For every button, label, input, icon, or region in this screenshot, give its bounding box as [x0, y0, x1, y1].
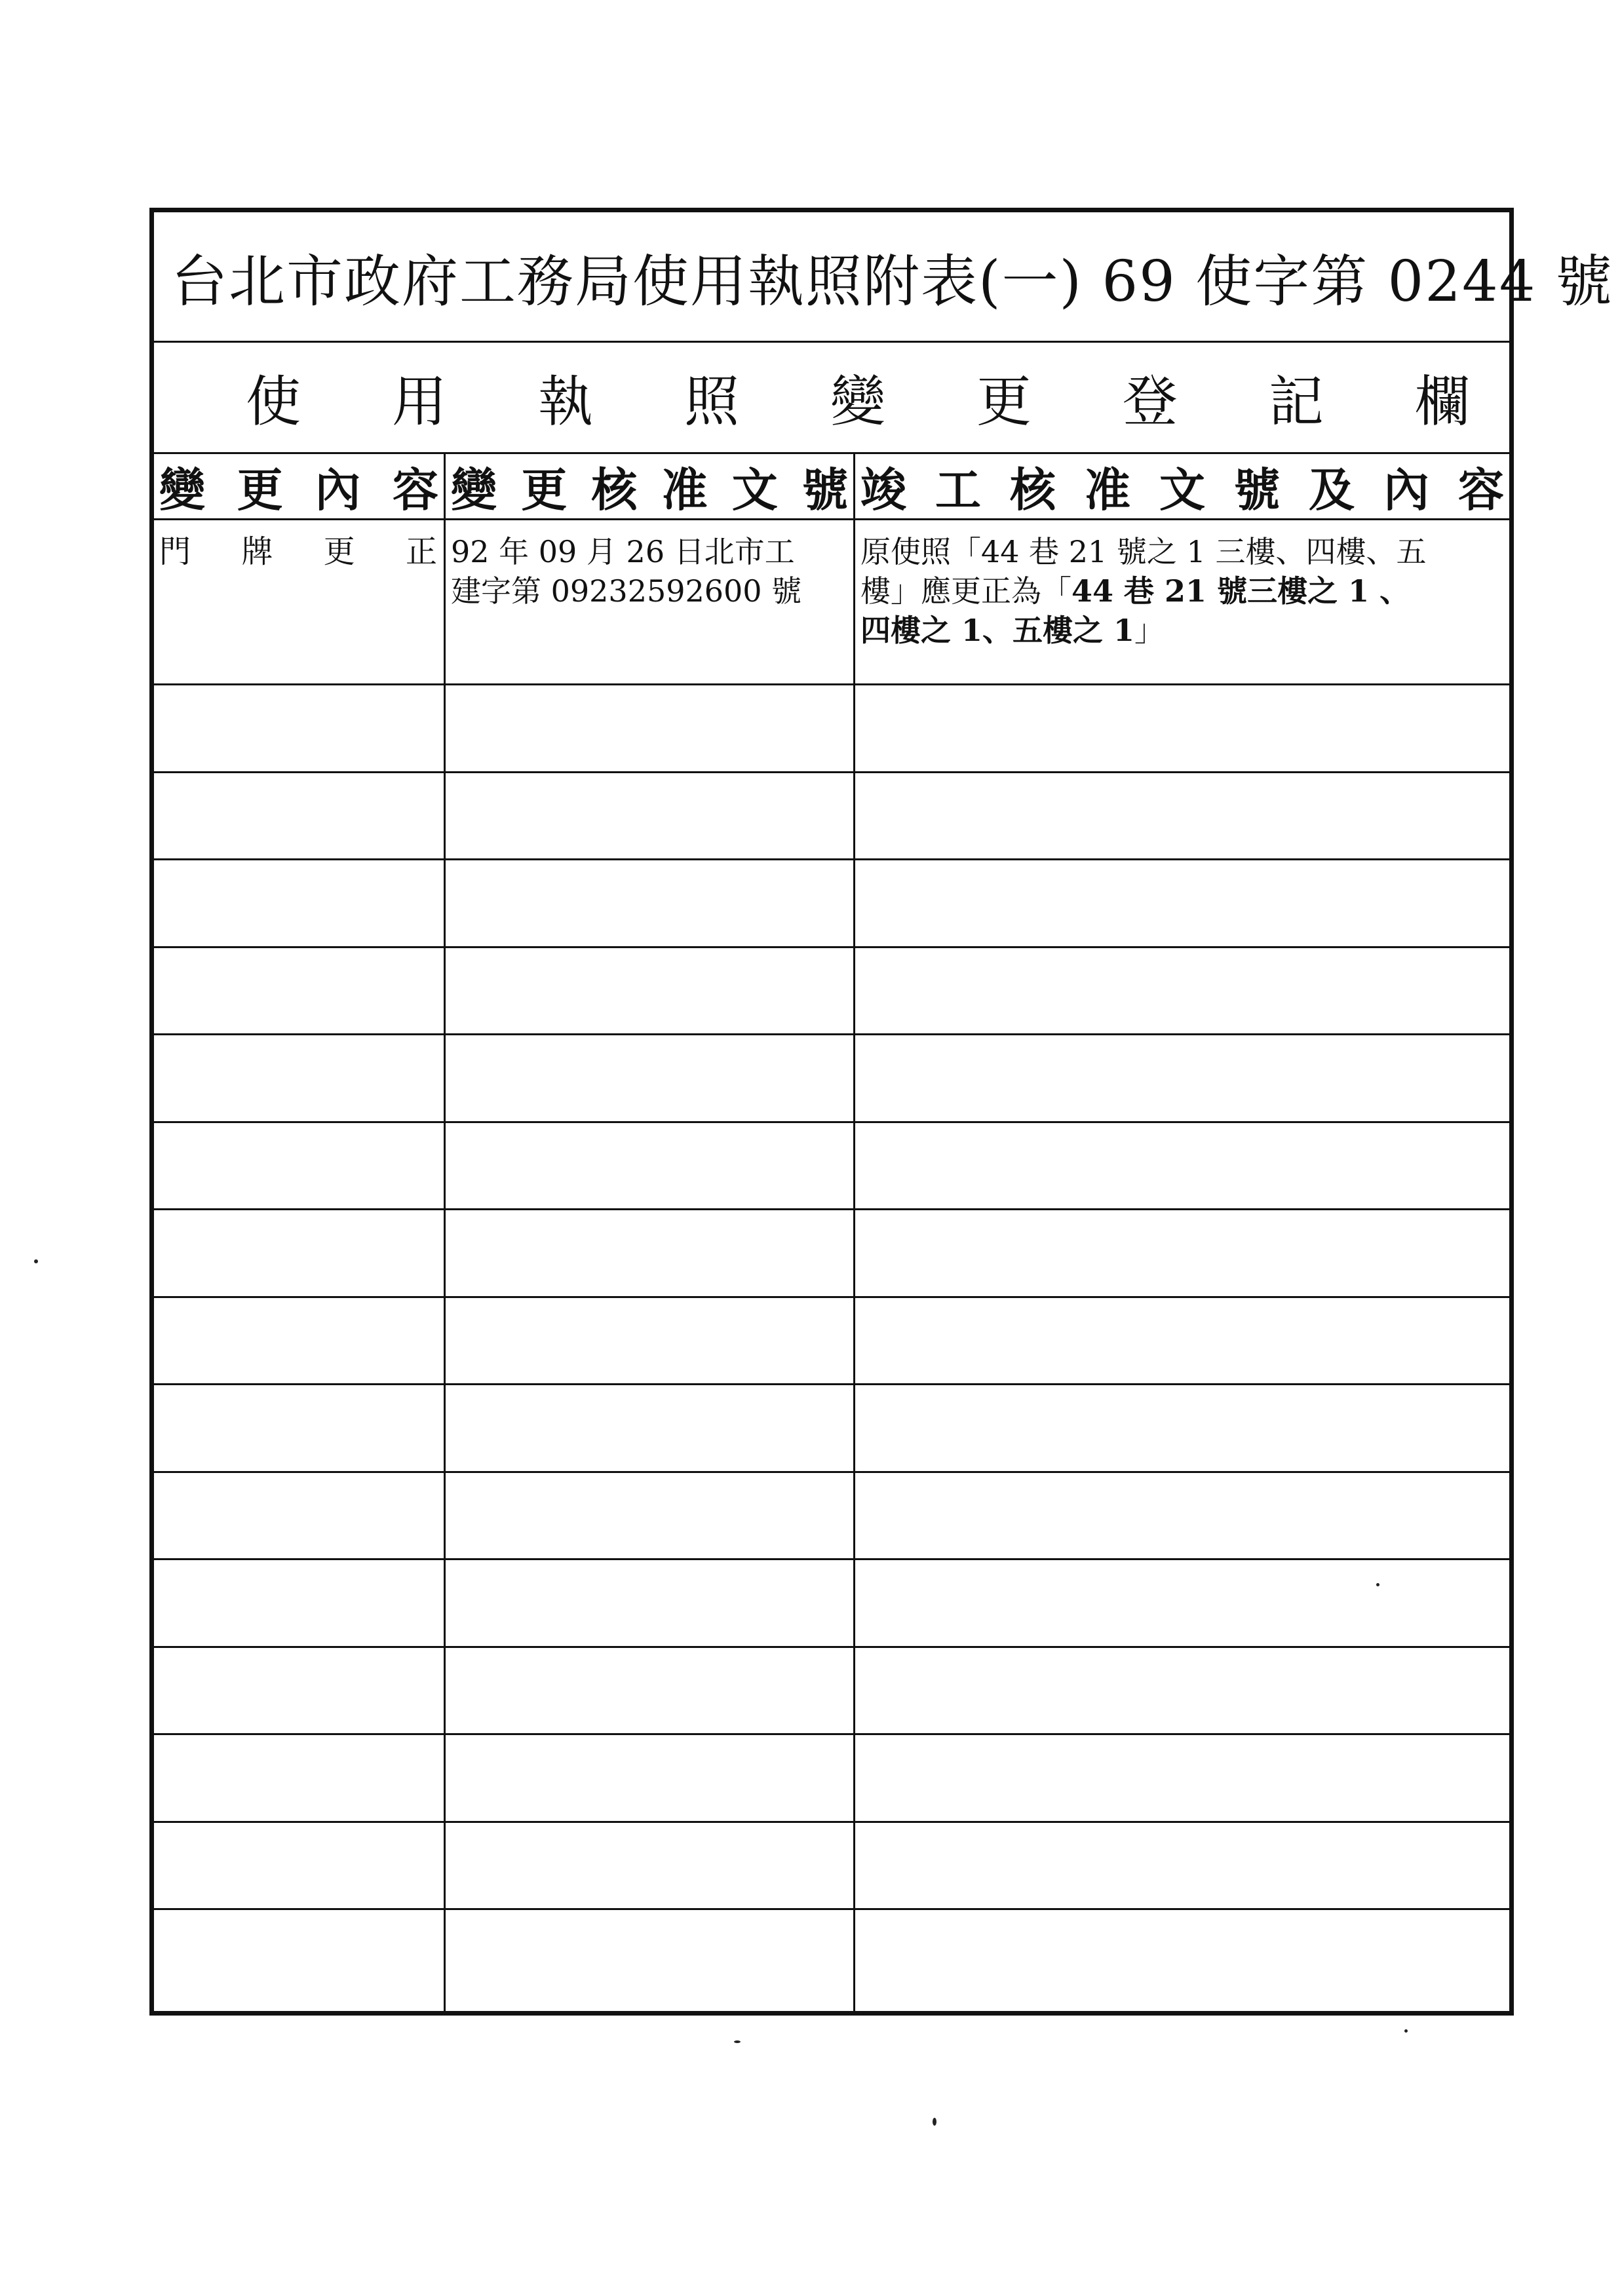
- subtitle-char: 記: [1268, 370, 1324, 434]
- approval-line-2: 建字第 09232592600 號: [451, 573, 802, 609]
- scan-speck: [933, 2118, 936, 2126]
- completion-line-2: [860, 571, 1505, 611]
- header-char: 變: [451, 462, 497, 517]
- row-divider: [154, 1208, 1509, 1210]
- subtitle-char: 登: [1122, 370, 1178, 434]
- completion-line-1: 原使照「44 巷 21 號之 1 三樓、四樓、五: [860, 534, 1427, 569]
- header-char: 容: [392, 462, 438, 517]
- header-char: 內: [1383, 462, 1429, 517]
- content-char: 牌: [241, 533, 273, 570]
- completion-line-2-bold: 44 巷 21 號三樓之 1 、: [1071, 573, 1410, 609]
- header-char: 號: [1234, 462, 1280, 517]
- scan-speck: [1404, 2029, 1408, 2033]
- header-completion-approval: [855, 454, 1509, 518]
- header-char: 文: [731, 462, 778, 517]
- content-char: 更: [323, 533, 355, 570]
- row-divider: [154, 683, 1509, 685]
- header-char: 變: [159, 462, 205, 517]
- header-char: 號: [801, 462, 848, 517]
- completion-line-3: [860, 611, 1505, 650]
- column-divider-2: [853, 452, 855, 2011]
- row-divider: [154, 1908, 1509, 1910]
- subtitle-char: 執: [537, 370, 593, 434]
- completion-line-3-bold: 四樓之 1、五樓之 1: [860, 613, 1135, 648]
- scan-speck: [734, 2040, 741, 2043]
- header-char: 核: [1010, 462, 1056, 517]
- header-change-approval-no: [446, 454, 853, 518]
- row-divider: [154, 1646, 1509, 1648]
- completion-line-2-plain: 樓」應更正為「: [860, 573, 1071, 609]
- row-divider: [154, 1821, 1509, 1823]
- row1-change-approval: [446, 520, 853, 611]
- content-char: 門: [159, 533, 191, 570]
- row1-change-content: [154, 520, 444, 571]
- header-char: 准: [661, 462, 708, 517]
- row-divider: [154, 1733, 1509, 1735]
- column-divider-1: [444, 452, 446, 2011]
- form-subtitle: [246, 343, 1470, 452]
- header-char: 更: [521, 462, 568, 517]
- form-title: 台北市政府工務局使用執照附表(一) 69 使字第 0244 號: [171, 249, 1613, 315]
- header-char: 准: [1085, 462, 1130, 517]
- row-divider: [154, 1558, 1509, 1560]
- header-char: 及: [1309, 462, 1355, 517]
- scan-speck: [1376, 1583, 1379, 1586]
- row-divider: [154, 1383, 1509, 1385]
- approval-line-1: 92 年 09 月 26 日北市工: [451, 534, 795, 569]
- row-divider: [154, 858, 1509, 860]
- subtitle-char: 使: [246, 370, 301, 434]
- subtitle-char: 欄: [1414, 370, 1470, 434]
- license-change-form: [149, 208, 1613, 2016]
- subtitle-char: 用: [391, 370, 447, 434]
- subtitle-char: 更: [976, 370, 1032, 434]
- header-char: 內: [315, 462, 361, 517]
- subtitle-char: 照: [684, 370, 739, 434]
- header-change-content: [154, 454, 444, 518]
- row-divider: [154, 1296, 1509, 1298]
- header-char: 更: [237, 462, 283, 517]
- header-char: 竣: [860, 462, 906, 517]
- subtitle-char: 變: [830, 370, 885, 434]
- row-divider: [154, 1033, 1509, 1035]
- scan-speck: [34, 1259, 38, 1263]
- header-char: 工: [935, 462, 981, 517]
- row-divider: [154, 946, 1509, 948]
- row1-completion-content: [855, 520, 1509, 650]
- row-divider: [154, 1121, 1509, 1123]
- content-char: 正: [405, 533, 437, 570]
- row-divider: [154, 1471, 1509, 1473]
- header-char: 核: [591, 462, 638, 517]
- completion-line-3-plain: 」: [1134, 613, 1165, 648]
- row-divider: [154, 771, 1509, 773]
- header-char: 文: [1159, 462, 1205, 517]
- header-char: 容: [1458, 462, 1504, 517]
